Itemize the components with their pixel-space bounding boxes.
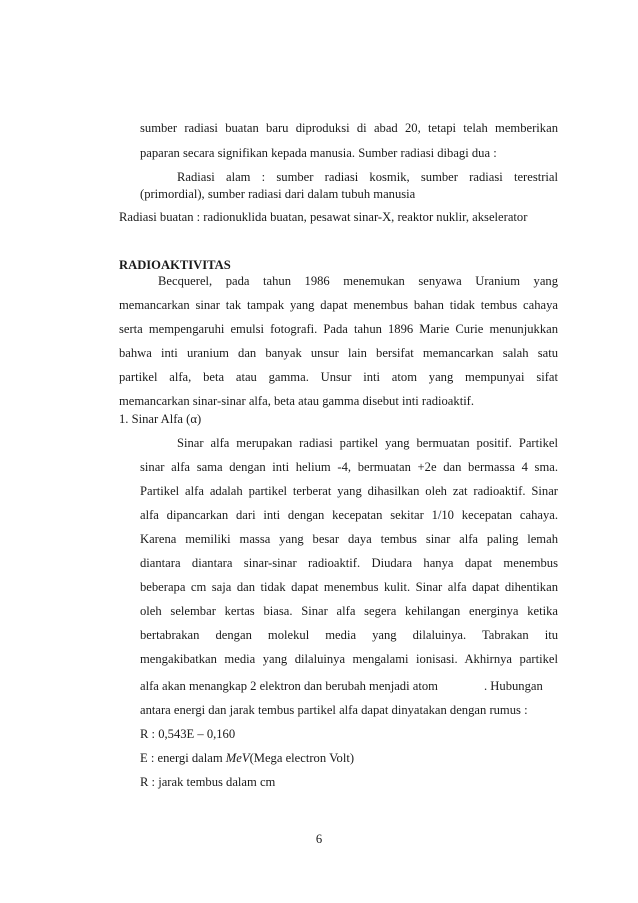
text-line: Karena memiliki massa yang besar daya tembus sinar alfa paling lemah <box>140 532 558 546</box>
text-line: partikel alfa, beta atau gamma. Unsur inti atom yang mempunyai sifat <box>119 370 558 384</box>
formula-legend: E : energi dalam MeV(Mega electron Volt) <box>140 751 355 765</box>
page-number: 6 <box>315 832 323 846</box>
list-item-heading: 1. Sinar Alfa (α) <box>119 412 202 426</box>
text-line: Radiasi alam : sumber radiasi kosmik, sumber radiasi terestrial <box>177 170 558 184</box>
text-line: Sinar alfa merupakan radiasi partikel yang bermuatan positif. Partikel <box>177 436 558 450</box>
text-line: sumber radiasi buatan baru diproduksi di abad 20, tetapi telah memberikan <box>140 121 558 135</box>
text-line: (primordial), sumber radiasi dari dalam tubuh manusia <box>140 187 416 201</box>
formula-legend: R : jarak tembus dalam cm <box>140 775 276 789</box>
formula-line: R : 0,543E – 0,160 <box>140 727 236 741</box>
text-line: bahwa inti uranium dan banyak unsur lain bersifat memancarkan salah satu <box>119 346 558 360</box>
text-line: sinar alfa sama dengan inti helium -4, bermuatan +2e dan bermassa 4 sma. <box>140 460 558 474</box>
text-line: serta mempengaruhi emulsi fotografi. Pada tahun 1896 Marie Curie menunjukkan <box>119 322 558 336</box>
text-line: beberapa cm saja dan tidak dapat menembus kulit. Sinar alfa dapat dihentikan <box>140 580 558 594</box>
text-line: memancarkan sinar-sinar alfa, beta atau gamma disebut inti radioaktif. <box>119 394 475 408</box>
text-line: paparan secara signifikan kepada manusia. Sumber radiasi dibagi dua : <box>140 146 497 160</box>
text-line: Partikel alfa adalah partikel terberat yang dihasilkan oleh zat radioaktif. Sinar <box>140 484 558 498</box>
text-line: alfa akan menangkap 2 elektron dan berubah menjadi atom <box>140 679 438 693</box>
text-line: bertabrakan dengan molekul media yang dilaluinya. Tabrakan itu <box>140 628 558 642</box>
text-line: Radiasi buatan : radionuklida buatan, pesawat sinar-X, reaktor nuklir, akselerator <box>119 210 528 224</box>
text-line: oleh selembar kertas biasa. Sinar alfa segera kehilangan energinya ketika <box>140 604 558 618</box>
section-heading: RADIOAKTIVITAS <box>119 258 231 272</box>
text-line: diantara diantara sinar-sinar radioaktif. Diudara hanya dapat menembus <box>140 556 558 570</box>
text-line: Becquerel, pada tahun 1986 menemukan senyawa Uranium yang <box>158 274 558 288</box>
text-line: mengakibatkan media yang dilaluinya mengalami ionisasi. Akhirnya partikel <box>140 652 558 666</box>
text-line: alfa dipancarkan dari inti dengan kecepatan sekitar 1/10 kecepatan cahaya. <box>140 508 558 522</box>
text-line: memancarkan sinar tak tampak yang dapat menembus bahan tidak tembus cahaya <box>119 298 558 312</box>
text-line: . Hubungan <box>484 679 543 693</box>
text-line: antara energi dan jarak tembus partikel alfa dapat dinyatakan dengan rumus : <box>140 703 528 717</box>
